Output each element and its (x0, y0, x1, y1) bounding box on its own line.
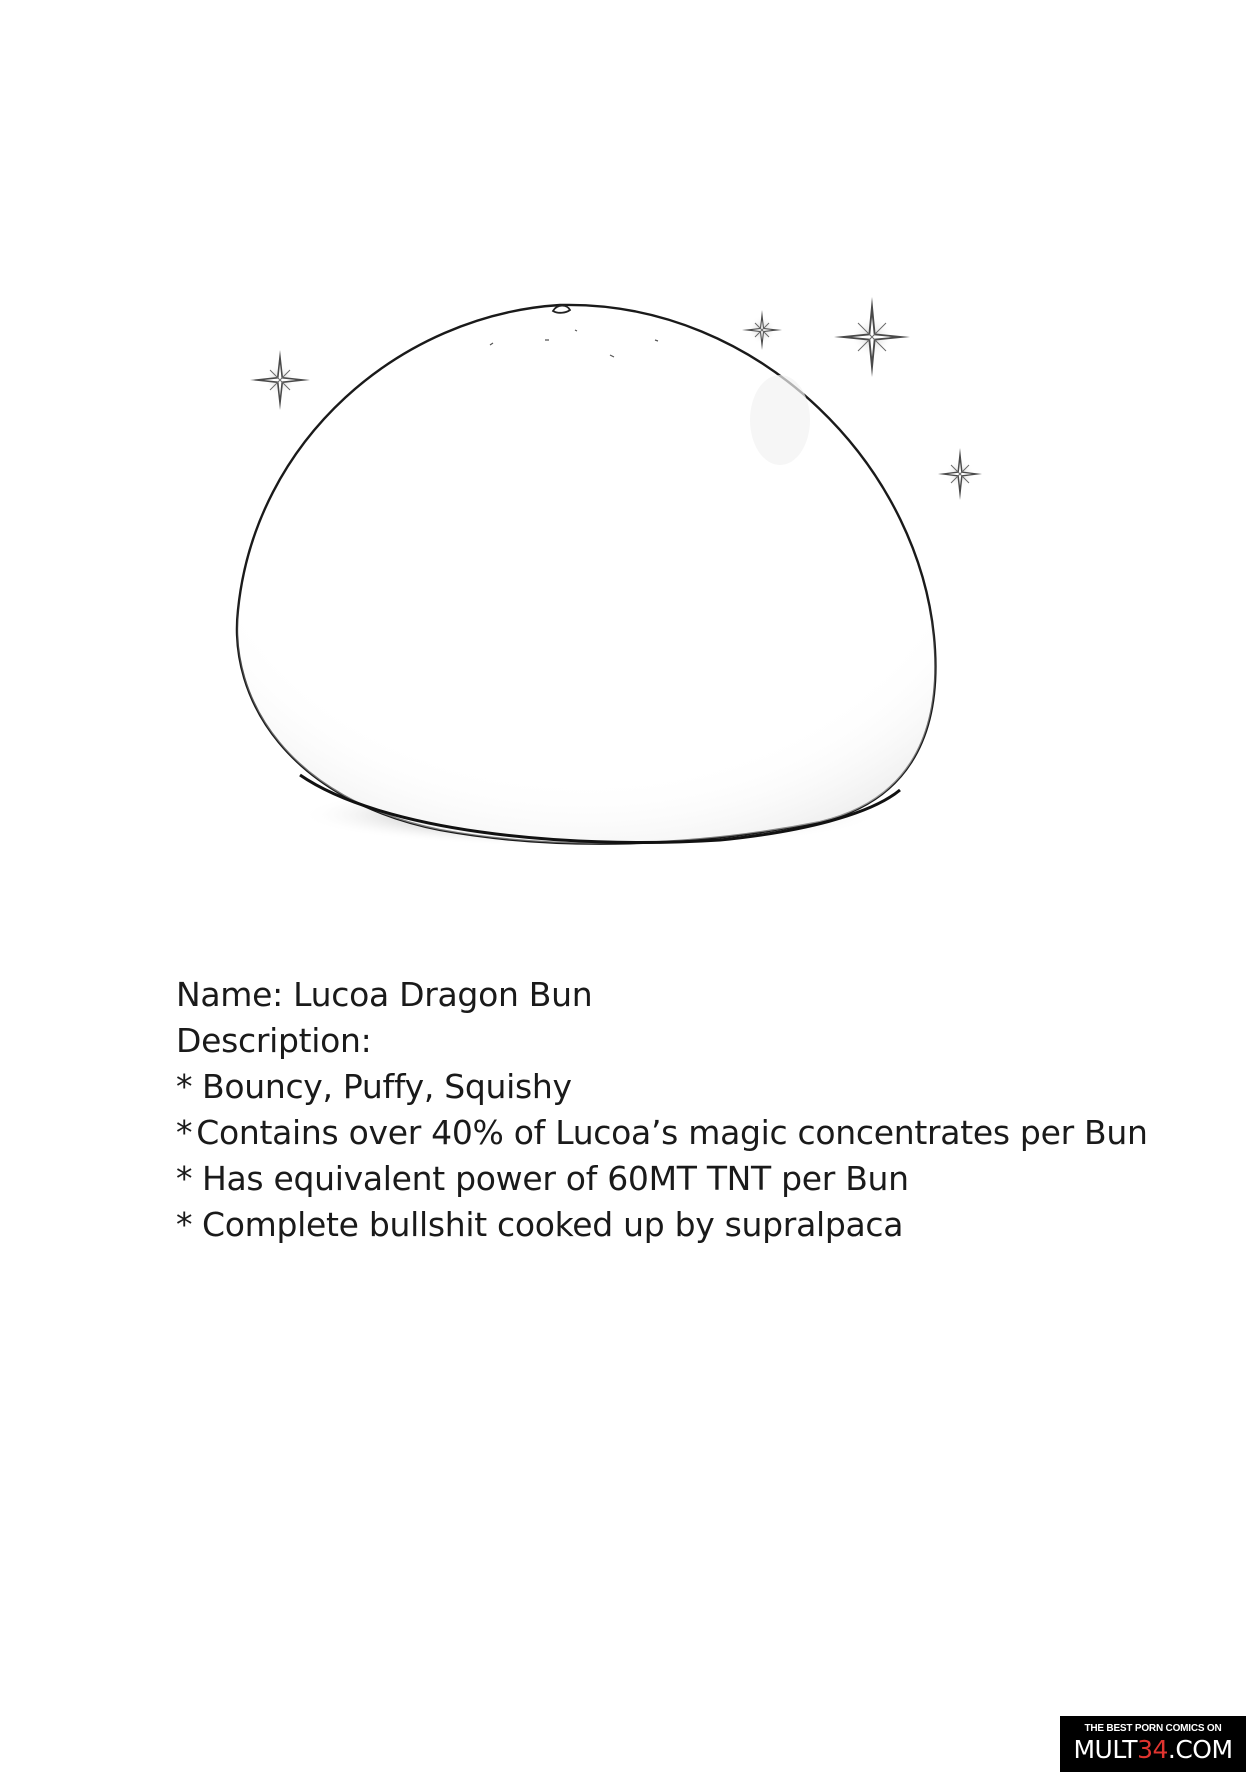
sparkle-icon (742, 310, 782, 350)
bullet-text: Complete bullshit cooked up by supralpaca (202, 1205, 904, 1244)
watermark-brand (1060, 1735, 1246, 1765)
sparkle-icon (250, 350, 310, 410)
bullet-marker: * (176, 1205, 193, 1244)
site-watermark[interactable] (1060, 1716, 1246, 1772)
description-label: Description: (176, 1021, 372, 1060)
list-item (176, 1156, 1116, 1202)
list-item (176, 1064, 1116, 1110)
brand-suffix: .COM (1167, 1735, 1233, 1764)
bullet-marker: * (176, 1159, 193, 1198)
brand-prefix: MULT (1073, 1735, 1138, 1764)
watermark-tagline: THE BEST PORN COMICS ON (1084, 1723, 1222, 1734)
sparkle-icon (834, 297, 910, 377)
bullet-marker: * (176, 1067, 193, 1106)
list-item (176, 1110, 1148, 1156)
bullet-text: Contains over 40% of Lucoa’s magic concentrates per Bun (196, 1113, 1148, 1152)
description-block (176, 972, 1148, 1248)
brand-accent: 34 (1137, 1735, 1168, 1764)
bullet-marker: * (176, 1113, 193, 1152)
name-line: Name: Lucoa Dragon Bun (176, 975, 593, 1014)
list-item (176, 1202, 1116, 1248)
sparkle-icon (938, 448, 982, 500)
bullet-text: Has equivalent power of 60MT TNT per Bun (202, 1159, 909, 1198)
bullet-text: Bouncy, Puffy, Squishy (202, 1067, 572, 1106)
